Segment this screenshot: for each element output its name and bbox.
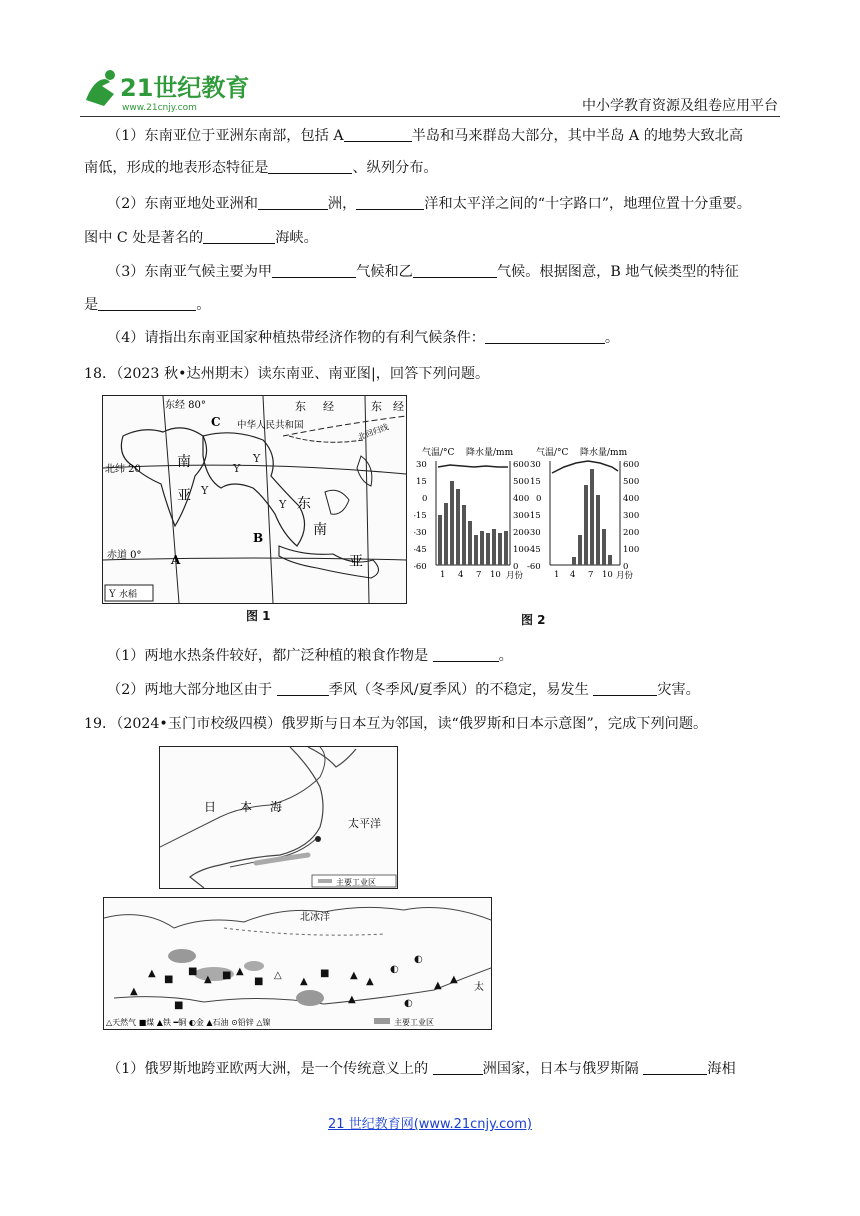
svg-text:600: 600 xyxy=(623,460,640,470)
svg-text:◐: ◐ xyxy=(414,954,423,965)
svg-text:▲: ▲ xyxy=(130,986,138,997)
svg-text:▲: ▲ xyxy=(350,970,358,981)
q18-part1: （1）两地水热条件较好，都广泛种植的粮食作物是 。 xyxy=(107,648,513,664)
q17-part3-line1: （3）东南亚气候主要为甲 气候和乙 气候。根据图意，B 地气候类型的特征 xyxy=(107,264,739,280)
svg-text:300: 300 xyxy=(623,511,640,521)
southeast-south-asia-map xyxy=(102,395,407,604)
svg-text:-15: -15 xyxy=(527,511,541,521)
svg-text:月份: 月份 xyxy=(616,571,634,581)
svg-text:15: 15 xyxy=(530,477,541,487)
logo-text: 21世纪教育 xyxy=(120,74,250,102)
svg-text:400: 400 xyxy=(513,494,530,504)
q19-stem: 19．（2024•玉门市校级四模）俄罗斯与日本互为邻国，读“俄罗斯和日本示意图”，完成下列问题。 xyxy=(84,716,708,732)
q17-part2-line1: （2）东南亚地处亚洲和 洲， 洋和太平洋之间的“十字路口”，地理位置十分重要。 xyxy=(107,196,751,212)
label-tai: 太 xyxy=(474,982,484,993)
svg-text:■: ■ xyxy=(174,1000,184,1011)
label-ri: 日 xyxy=(204,800,217,814)
q19-part1: （1）俄罗斯地跨亚欧两大洲，是一个传统意义上的 洲国家，日本与俄罗斯隔 海相 xyxy=(107,1061,736,1077)
svg-text:◐: ◐ xyxy=(404,998,413,1009)
answer-blank[interactable] xyxy=(268,159,352,174)
answer-blank[interactable] xyxy=(485,329,605,344)
label-jing-1: 经 xyxy=(323,400,334,413)
svg-text:0: 0 xyxy=(623,562,629,572)
svg-text:0: 0 xyxy=(422,494,428,504)
platform-name: 中小学教育资源及组卷应用平台 xyxy=(582,98,778,114)
svg-text:200: 200 xyxy=(623,528,640,538)
svg-text:▲: ▲ xyxy=(148,968,156,979)
svg-text:■: ■ xyxy=(188,966,198,977)
svg-text:10: 10 xyxy=(602,570,613,580)
russia-legend: △天然气 ■煤 ▲铁 ━铜 ◐金 ▲石油 ⊙铅锌 △镍 xyxy=(106,1018,271,1027)
label-dong-1: 东 xyxy=(295,400,306,413)
label-ya-2: 亚 xyxy=(349,554,363,570)
label-dong-2: 东 xyxy=(371,400,382,413)
svg-text:300: 300 xyxy=(513,511,530,521)
svg-text:◐: ◐ xyxy=(390,964,399,975)
svg-text:▲: ▲ xyxy=(434,980,442,991)
q18-part2: （2）两地大部分地区由于 季风（冬季风/夏季风）的不稳定，易发生 灾害。 xyxy=(107,682,700,698)
label-arctic-ocean: 北冰洋 xyxy=(300,912,330,923)
svg-text:-60: -60 xyxy=(414,562,427,572)
svg-text:500: 500 xyxy=(513,477,530,487)
label-nan-1: 南 xyxy=(177,454,191,470)
q17-part2-line2: 图中 C 处是著名的 海峡。 xyxy=(84,230,318,246)
svg-text:-30: -30 xyxy=(414,528,427,538)
answer-blank[interactable] xyxy=(356,195,424,210)
svg-text:0: 0 xyxy=(513,562,519,572)
svg-text:4: 4 xyxy=(570,570,576,580)
q17-part3-line2: 是 。 xyxy=(84,297,211,313)
answer-blank[interactable] xyxy=(277,681,329,696)
russia-map xyxy=(103,897,492,1030)
label-a: A xyxy=(171,553,181,567)
svg-text:30: 30 xyxy=(416,460,427,470)
answer-blank[interactable] xyxy=(593,681,657,696)
svg-text:-60: -60 xyxy=(527,562,541,572)
svg-text:30: 30 xyxy=(530,460,541,470)
svg-text:100: 100 xyxy=(513,545,530,555)
svg-text:100: 100 xyxy=(623,545,640,555)
label-b: B xyxy=(253,531,264,545)
figure1-caption: 图 1 xyxy=(246,609,271,623)
precip-axis-title-1: 降水量/mm xyxy=(466,448,514,458)
answer-blank[interactable] xyxy=(413,263,497,278)
svg-text:△: △ xyxy=(274,970,282,981)
label-dong-3: 东 xyxy=(297,496,311,512)
footer xyxy=(0,1113,860,1132)
climate-chart-1 xyxy=(414,446,529,581)
temp-axis-title-1: 气温/°C xyxy=(422,448,455,458)
svg-text:-45: -45 xyxy=(414,545,427,555)
site-logo xyxy=(80,66,260,114)
climate-charts xyxy=(414,445,650,585)
svg-text:气温/°C: 气温/°C xyxy=(536,448,569,458)
answer-blank[interactable] xyxy=(272,263,356,278)
label-ya-1: 亚 xyxy=(177,488,191,504)
svg-text:7: 7 xyxy=(476,570,482,580)
svg-text:Y: Y xyxy=(279,498,287,511)
svg-text:10: 10 xyxy=(490,570,501,580)
svg-text:▲: ▲ xyxy=(366,976,374,987)
svg-text:■: ■ xyxy=(254,976,264,987)
svg-text:■: ■ xyxy=(320,968,330,979)
svg-text:月份: 月份 xyxy=(506,571,524,581)
svg-text:降水量/mm: 降水量/mm xyxy=(580,448,628,458)
svg-text:▲: ▲ xyxy=(204,974,212,985)
svg-text:-45: -45 xyxy=(527,545,541,555)
label-tropic-north: 北回归线 xyxy=(356,422,390,442)
answer-blank[interactable] xyxy=(203,229,275,244)
climate-chart-2 xyxy=(527,446,639,581)
svg-text:400: 400 xyxy=(623,494,640,504)
answer-blank[interactable] xyxy=(643,1060,707,1075)
svg-text:1: 1 xyxy=(440,570,446,580)
svg-text:▲: ▲ xyxy=(300,976,308,987)
map-legend-rice: 水稻 xyxy=(119,590,138,600)
svg-text:▲: ▲ xyxy=(450,974,458,985)
label-north-20: 北纬 20 xyxy=(105,464,141,475)
svg-text:1: 1 xyxy=(554,570,560,580)
q17-part1-line2: 南低，形成的地表形态特征是 、纵列分布。 xyxy=(84,160,438,176)
svg-text:-15: -15 xyxy=(414,511,427,521)
label-china: 中华人民共和国 xyxy=(237,420,304,431)
svg-text:Y: Y xyxy=(253,452,261,465)
russia-legend-zone: 主要工业区 xyxy=(394,1018,434,1027)
label-pacific: 太平洋 xyxy=(348,817,381,830)
svg-text:500: 500 xyxy=(623,477,640,487)
svg-text:▲: ▲ xyxy=(348,994,356,1005)
answer-blank[interactable] xyxy=(433,647,499,662)
svg-text:0: 0 xyxy=(536,494,542,504)
svg-text:15: 15 xyxy=(416,477,427,487)
answer-blank[interactable] xyxy=(98,296,196,311)
header-divider xyxy=(80,116,780,117)
svg-text:-30: -30 xyxy=(527,528,541,538)
footer-link[interactable]: 21 世纪教育网(www.21cnjy.com) xyxy=(328,1117,532,1132)
svg-text:▲: ▲ xyxy=(236,966,244,977)
label-equator: 赤道 0° xyxy=(107,550,142,561)
q17-part1-line1: （1）东南亚位于亚洲东南部，包括 A 半岛和马来群岛大部分，其中半岛 A 的地势大致北高 xyxy=(107,128,744,144)
svg-text:Y: Y xyxy=(233,462,241,475)
label-c: C xyxy=(211,415,221,429)
svg-text:600: 600 xyxy=(513,460,530,470)
answer-blank[interactable] xyxy=(433,1060,483,1075)
label-ben: 本 xyxy=(240,800,253,814)
logo-url: www.21cnjy.com xyxy=(122,103,197,113)
svg-text:■: ■ xyxy=(222,970,232,981)
svg-text:Y: Y xyxy=(201,484,209,497)
japan-map xyxy=(159,746,398,889)
japan-legend: 主要工业区 xyxy=(336,878,376,887)
svg-text:7: 7 xyxy=(588,570,594,580)
label-nan-2: 南 xyxy=(313,522,327,538)
label-jing-2: 经 xyxy=(393,400,404,413)
label-hai: 海 xyxy=(270,800,283,814)
q18-stem: 18．（2023 秋•达州期末）读东南亚、南亚图|，回答下列问题。 xyxy=(84,366,490,382)
q17-part4: （4）请指出东南亚国家种植热带经济作物的有利气候条件： 。 xyxy=(107,330,620,346)
svg-text:200: 200 xyxy=(513,528,530,538)
svg-text:■: ■ xyxy=(164,974,174,985)
figure2-caption: 图 2 xyxy=(521,613,546,627)
answer-blank[interactable] xyxy=(344,127,412,142)
svg-text:4: 4 xyxy=(458,570,464,580)
answer-blank[interactable] xyxy=(258,195,328,210)
label-east-80: 东经 80° xyxy=(165,400,206,411)
svg-text:Y: Y xyxy=(109,589,116,600)
